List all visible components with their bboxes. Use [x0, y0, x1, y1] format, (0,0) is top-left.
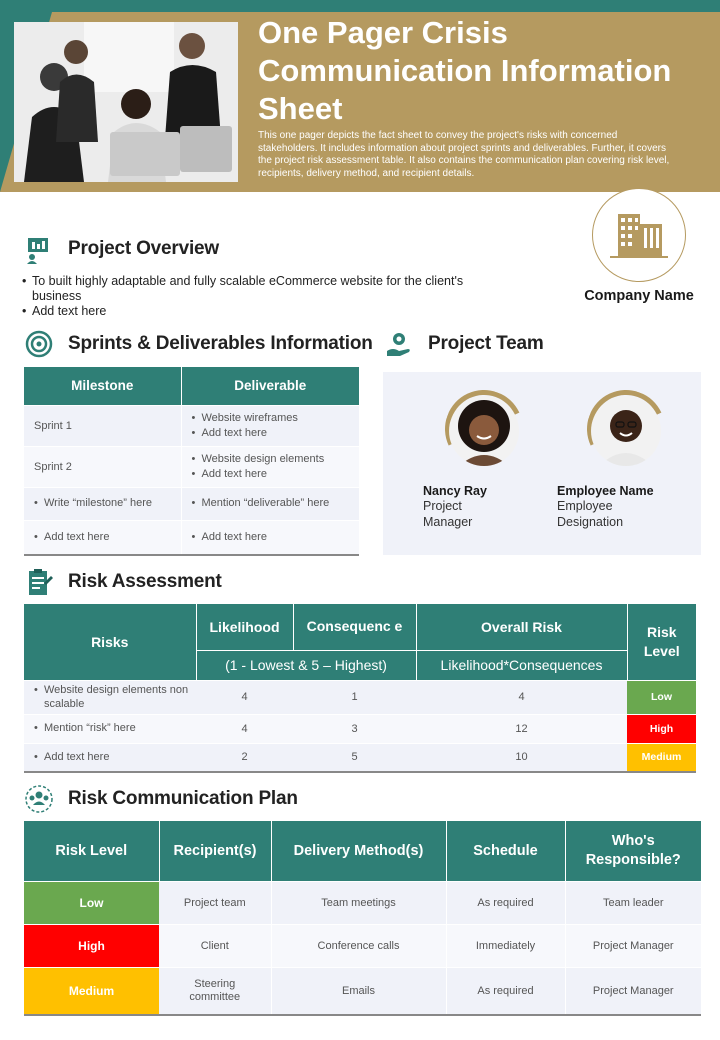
overall-risk-header: Overall Risk [416, 604, 627, 650]
deliverable-item: • Add text here [192, 530, 360, 545]
milestone-item: • Write “milestone” here [34, 496, 181, 511]
responsible-header: Who's Responsible? [565, 821, 701, 881]
deliverable-cell [181, 520, 359, 555]
table-row [24, 520, 359, 555]
schedule-header: Schedule [446, 821, 565, 881]
risk-item: • Mention “risk” here [34, 721, 196, 736]
overall-cell: 4 [416, 680, 627, 714]
risk-cell [24, 743, 196, 772]
table-row [24, 680, 696, 714]
overview-bullet: • To built highly adaptable and fully scalable eCommerce website for the client's business [22, 274, 512, 304]
overall-cell: 12 [416, 714, 627, 743]
deliverable-cell [181, 487, 359, 520]
communication-plan-table [24, 821, 701, 1016]
risk-level-badge: High [627, 714, 696, 743]
table-row [24, 487, 359, 520]
target-icon [24, 329, 54, 359]
building-icon [610, 212, 668, 258]
section-title: Risk Assessment [68, 571, 222, 592]
table-row [24, 446, 359, 487]
schedule-cell: As required [446, 881, 565, 924]
page-title: One Pager Crisis Communication Information Sheet [258, 15, 672, 126]
risk-level-badge: High [24, 924, 159, 967]
responsible-cell: Team leader [565, 881, 701, 924]
milestone-table [24, 367, 359, 556]
deliverable-header: Deliverable [181, 367, 359, 405]
table-row [24, 405, 359, 446]
method-cell: Emails [271, 967, 446, 1015]
deliverable-cell [181, 446, 359, 487]
consequence-cell: 3 [293, 714, 416, 743]
milestone-cell [24, 520, 181, 555]
risk-level-badge: Medium [24, 967, 159, 1015]
overall-cell: 10 [416, 743, 627, 772]
recipient-cell: Client [159, 924, 271, 967]
project-overview-heading [24, 234, 219, 264]
schedule-cell: Immediately [446, 924, 565, 967]
section-title: Risk Communication Plan [68, 788, 298, 809]
member-role: Project Manager [423, 499, 473, 529]
likelihood-cell: 2 [196, 743, 293, 772]
risk-level-badge: Low [627, 680, 696, 714]
milestone-header: Milestone [24, 367, 181, 405]
people-network-icon [24, 784, 54, 814]
member-name: Nancy Ray [423, 484, 487, 498]
member-role: Employee Designation [557, 499, 624, 529]
consequence-header: Consequenc e [293, 604, 416, 650]
scale-header: (1 - Lowest & 5 – Highest) [196, 650, 416, 680]
risk-item: • Website design elements non scalable [34, 683, 196, 711]
risk-level-badge: Low [24, 881, 159, 924]
risk-assessment-table [24, 604, 696, 773]
risk-cell [24, 714, 196, 743]
section-title: Sprints & Deliverables Information [68, 333, 373, 354]
presentation-icon [24, 234, 54, 264]
deliverable-cell [181, 405, 359, 446]
company-block [576, 188, 702, 304]
risk-level-badge: Medium [627, 743, 696, 772]
method-cell: Conference calls [271, 924, 446, 967]
risks-header: Risks [24, 604, 196, 680]
milestone-cell [24, 487, 181, 520]
consequence-cell: 1 [293, 680, 416, 714]
milestone-cell: Sprint 1 [24, 405, 181, 446]
overview-bullets [22, 274, 512, 319]
milestone-cell: Sprint 2 [24, 446, 181, 487]
team-member [423, 390, 563, 530]
risk-assessment-heading [24, 567, 222, 597]
table-row [24, 924, 701, 967]
risk-level-header: Risk Level [627, 604, 696, 680]
risk-cell [24, 680, 196, 714]
recipient-cell: Project team [159, 881, 271, 924]
recipient-cell: Steering committee [159, 967, 271, 1015]
method-cell: Team meetings [271, 881, 446, 924]
deliverable-item: • Website wireframes [192, 411, 360, 426]
member-name: Employee Name [557, 484, 654, 498]
sprints-heading [24, 329, 373, 359]
table-row [24, 743, 696, 772]
page-subtitle: This one pager depicts the fact sheet to convey the project's risks with concerned stakeholders. It includes information about project sprints and deliverables. Further, it covers the project risk assessment table. It also contains the communication plan covering risk level, recipients, delivery method, and recipient details. [258, 130, 670, 179]
formula-header: Likelihood*Consequences [416, 650, 627, 680]
responsible-cell: Project Manager [565, 967, 701, 1015]
header-banner [0, 0, 720, 192]
deliverable-item: • Add text here [192, 467, 360, 482]
section-title: Project Team [428, 333, 544, 354]
clipboard-icon [24, 567, 54, 597]
risk-item: • Add text here [34, 750, 196, 765]
team-member [557, 390, 697, 530]
avatar [591, 396, 661, 466]
company-name: Company Name [584, 288, 694, 304]
project-team-heading [384, 329, 544, 359]
overview-bullet: • Add text here [22, 304, 512, 319]
likelihood-cell: 4 [196, 714, 293, 743]
company-logo [592, 188, 686, 282]
milestone-item: • Add text here [34, 530, 181, 545]
responsible-cell: Project Manager [565, 924, 701, 967]
avatar [449, 396, 519, 466]
schedule-cell: As required [446, 967, 565, 1015]
communication-plan-heading [24, 784, 298, 814]
team-hand-icon [384, 329, 414, 359]
section-title: Project Overview [68, 238, 219, 259]
table-row [24, 967, 701, 1015]
deliverable-item: • Add text here [192, 426, 360, 441]
team-panel [383, 372, 701, 555]
table-row [24, 881, 701, 924]
table-row [24, 714, 696, 743]
likelihood-header: Likelihood [196, 604, 293, 650]
risk-level-header: Risk Level [24, 821, 159, 881]
team-photo [14, 22, 238, 182]
deliverable-item: • Website design elements [192, 452, 360, 467]
delivery-method-header: Delivery Method(s) [271, 821, 446, 881]
deliverable-item: • Mention “deliverable” here [192, 496, 360, 511]
header-top-stripe [0, 0, 720, 12]
consequence-cell: 5 [293, 743, 416, 772]
likelihood-cell: 4 [196, 680, 293, 714]
recipients-header: Recipient(s) [159, 821, 271, 881]
